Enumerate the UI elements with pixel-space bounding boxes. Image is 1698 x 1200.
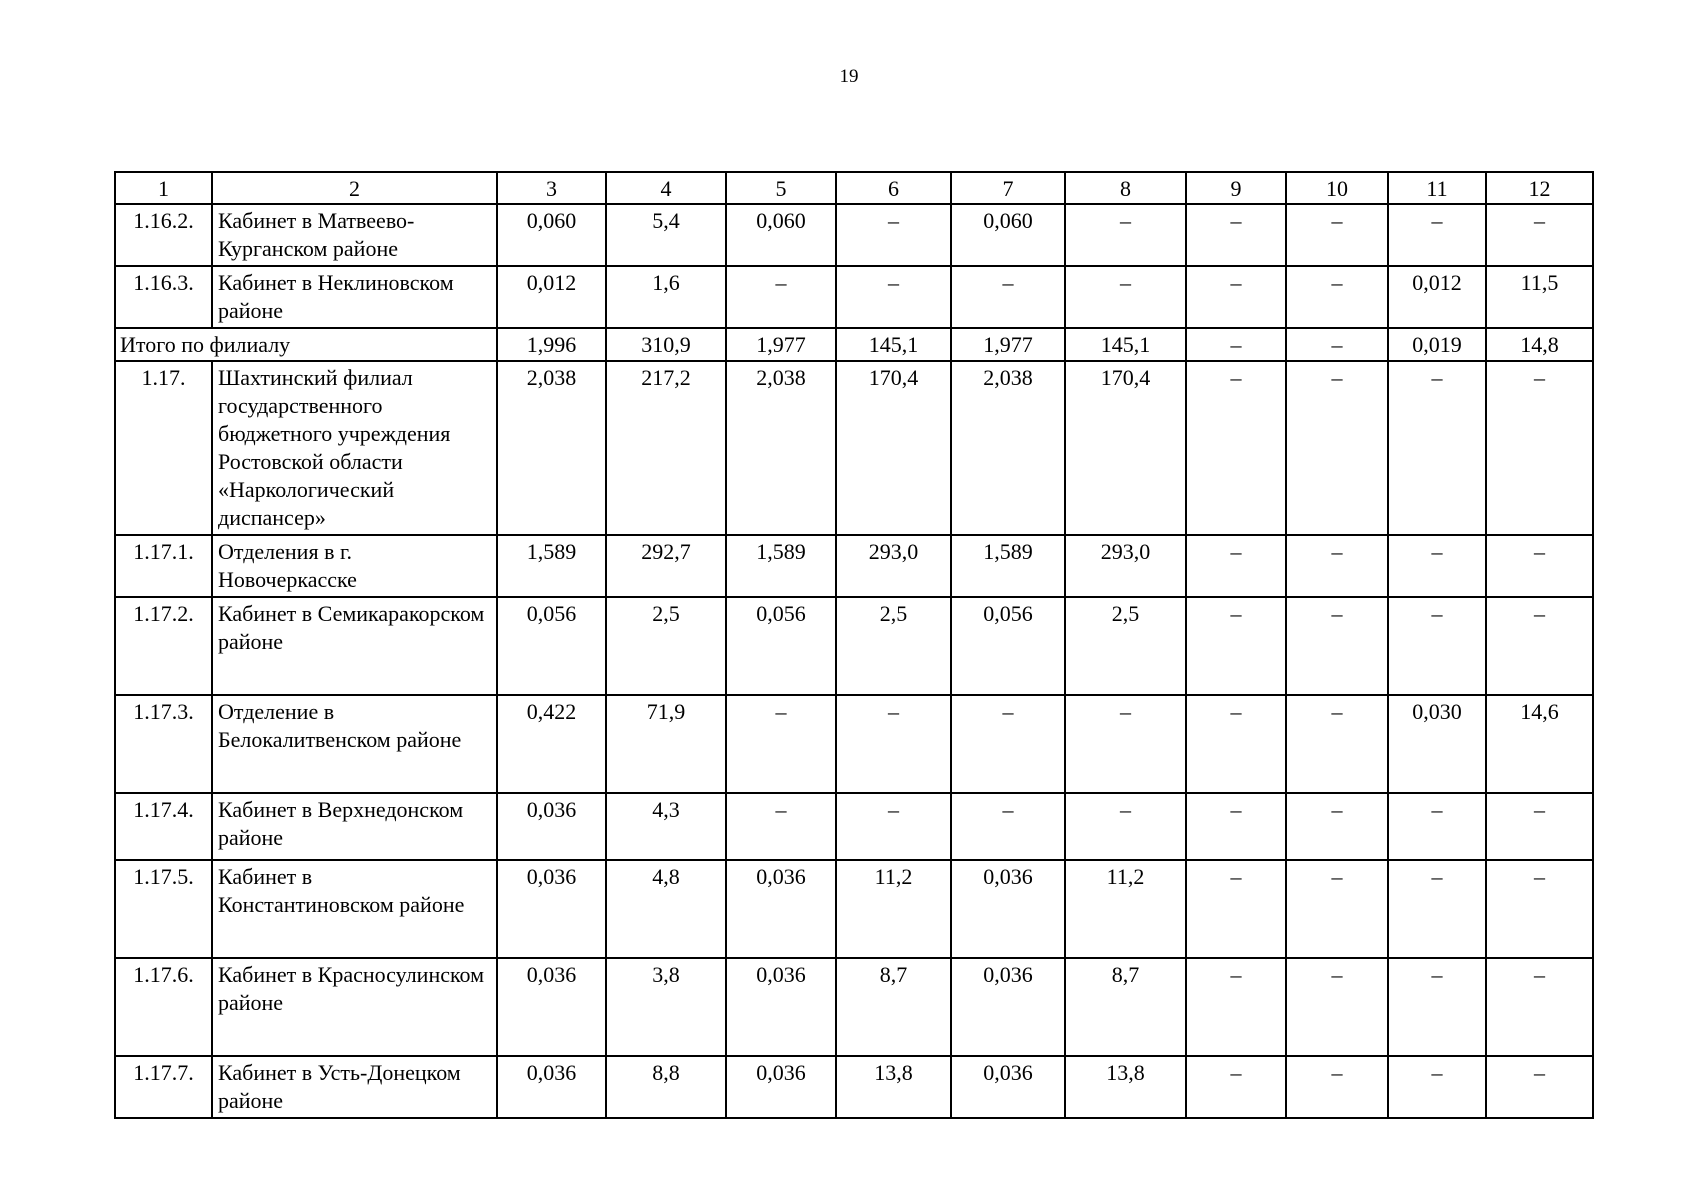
value-cell: 0,060 [497,204,606,266]
row-name: Кабинет в Неклиновском районе [212,266,497,328]
value-cell: 8,8 [606,1056,726,1118]
value-cell: – [1186,1056,1286,1118]
value-cell: – [1388,793,1486,860]
value-cell: – [1186,535,1286,597]
value-cell: 2,5 [836,597,951,695]
value-cell: – [1486,204,1593,266]
column-header: 3 [497,172,606,204]
value-cell: – [1286,328,1388,361]
value-cell: – [1286,597,1388,695]
table-row [115,1056,1593,1118]
value-cell: 1,996 [497,328,606,361]
value-cell: 1,977 [726,328,836,361]
value-cell: – [1486,597,1593,695]
value-cell: – [1065,204,1186,266]
value-cell: 13,8 [1065,1056,1186,1118]
column-header: 6 [836,172,951,204]
value-cell: 0,036 [497,1056,606,1118]
value-cell: – [1286,695,1388,793]
value-cell: 0,422 [497,695,606,793]
row-number: 1.17. [115,361,212,535]
value-cell: – [1186,958,1286,1056]
value-cell: 0,036 [497,860,606,958]
column-header: 1 [115,172,212,204]
value-cell: 11,2 [836,860,951,958]
table-body [115,172,1593,1118]
row-name: Кабинет в Верхнедонском районе [212,793,497,860]
value-cell: 14,8 [1486,328,1593,361]
value-cell: 0,036 [726,1056,836,1118]
value-cell: 2,038 [726,361,836,535]
value-cell: – [1286,266,1388,328]
row-number: 1.17.4. [115,793,212,860]
value-cell: – [1186,328,1286,361]
row-number: 1.17.2. [115,597,212,695]
value-cell: 293,0 [1065,535,1186,597]
value-cell: 1,589 [497,535,606,597]
table-row [115,958,1593,1056]
page-number: 19 [839,66,859,87]
value-cell: 0,019 [1388,328,1486,361]
value-cell: 310,9 [606,328,726,361]
row-name: Шахтинский филиал государственного бюджетного учреждения Ростовской области «Наркологический диспансер» [212,361,497,535]
value-cell: 0,036 [726,860,836,958]
row-number: 1.17.1. [115,535,212,597]
value-cell: 0,012 [1388,266,1486,328]
value-cell: 0,036 [726,958,836,1056]
row-number: 1.17.7. [115,1056,212,1118]
row-name: Отделение в Белокалитвенском районе [212,695,497,793]
value-cell: – [1388,958,1486,1056]
value-cell: – [1186,695,1286,793]
value-cell: 170,4 [1065,361,1186,535]
value-cell: – [1186,793,1286,860]
value-cell: – [726,793,836,860]
value-cell: 0,036 [497,958,606,1056]
table-row [115,535,1593,597]
row-number: 1.17.3. [115,695,212,793]
value-cell: – [836,204,951,266]
value-cell: – [1186,597,1286,695]
value-cell: 13,8 [836,1056,951,1118]
column-header: 4 [606,172,726,204]
value-cell: 145,1 [1065,328,1186,361]
value-cell: – [1065,695,1186,793]
value-cell: 2,038 [951,361,1065,535]
value-cell: 0,036 [497,793,606,860]
row-number: 1.17.5. [115,860,212,958]
column-header: 11 [1388,172,1486,204]
value-cell: 8,7 [1065,958,1186,1056]
value-cell: 217,2 [606,361,726,535]
column-header: 5 [726,172,836,204]
row-name: Кабинет в Семикаракорском районе [212,597,497,695]
table-row [115,793,1593,860]
table-row [115,860,1593,958]
table-row [115,597,1593,695]
value-cell: – [1286,1056,1388,1118]
value-cell: 0,036 [951,860,1065,958]
value-cell: 0,060 [726,204,836,266]
value-cell: – [1186,204,1286,266]
value-cell: – [836,695,951,793]
table-row [115,204,1593,266]
value-cell: – [1286,793,1388,860]
row-name: Отделения в г. Новочеркасске [212,535,497,597]
column-header: 7 [951,172,1065,204]
column-header: 2 [212,172,497,204]
row-number: 1.16.2. [115,204,212,266]
value-cell: – [1388,860,1486,958]
value-cell: 11,5 [1486,266,1593,328]
value-cell: – [951,695,1065,793]
value-cell: 2,5 [606,597,726,695]
value-cell: – [726,695,836,793]
value-cell: – [1286,361,1388,535]
value-cell: 1,6 [606,266,726,328]
value-cell: 1,589 [951,535,1065,597]
header-row [115,172,1593,204]
value-cell: – [1486,793,1593,860]
column-header: 10 [1286,172,1388,204]
value-cell: – [1286,958,1388,1056]
row-number: 1.17.6. [115,958,212,1056]
column-header: 8 [1065,172,1186,204]
value-cell: 293,0 [836,535,951,597]
table-row [115,695,1593,793]
value-cell: 8,7 [836,958,951,1056]
value-cell: 1,589 [726,535,836,597]
value-cell: – [1486,1056,1593,1118]
value-cell: 0,012 [497,266,606,328]
value-cell: – [1286,860,1388,958]
row-name: Кабинет в Усть-Донецком районе [212,1056,497,1118]
value-cell: – [1486,860,1593,958]
value-cell: 1,977 [951,328,1065,361]
value-cell: 2,038 [497,361,606,535]
total-row [115,328,1593,361]
value-cell: 0,056 [497,597,606,695]
value-cell: – [1065,793,1186,860]
value-cell: – [1388,361,1486,535]
value-cell: – [1388,204,1486,266]
value-cell: 0,056 [951,597,1065,695]
value-cell: – [951,793,1065,860]
value-cell: – [1286,535,1388,597]
value-cell: – [1286,204,1388,266]
value-cell: 0,056 [726,597,836,695]
value-cell: 0,036 [951,1056,1065,1118]
value-cell: 0,060 [951,204,1065,266]
value-cell: 14,6 [1486,695,1593,793]
table-row [115,266,1593,328]
value-cell: 0,030 [1388,695,1486,793]
value-cell: 11,2 [1065,860,1186,958]
data-table [114,171,1594,1119]
value-cell: – [1388,597,1486,695]
value-cell: 2,5 [1065,597,1186,695]
value-cell: – [1388,535,1486,597]
value-cell: – [1186,860,1286,958]
value-cell: – [1388,1056,1486,1118]
column-header: 9 [1186,172,1286,204]
row-name: Кабинет в Матвеево-Курганском районе [212,204,497,266]
value-cell: – [1486,361,1593,535]
value-cell: 170,4 [836,361,951,535]
value-cell: – [1186,361,1286,535]
value-cell: 4,8 [606,860,726,958]
value-cell: 292,7 [606,535,726,597]
value-cell: – [836,266,951,328]
total-label: Итого по филиалу [115,328,497,361]
value-cell: – [836,793,951,860]
value-cell: – [1486,535,1593,597]
column-header: 12 [1486,172,1593,204]
row-number: 1.16.3. [115,266,212,328]
value-cell: – [1486,958,1593,1056]
value-cell: – [951,266,1065,328]
value-cell: – [1065,266,1186,328]
row-name: Кабинет в Красносулинском районе [212,958,497,1056]
value-cell: 4,3 [606,793,726,860]
value-cell: 145,1 [836,328,951,361]
table-row [115,361,1593,535]
value-cell: 3,8 [606,958,726,1056]
value-cell: – [1186,266,1286,328]
value-cell: – [726,266,836,328]
value-cell: 0,036 [951,958,1065,1056]
value-cell: 71,9 [606,695,726,793]
value-cell: 5,4 [606,204,726,266]
row-name: Кабинет в Константиновском районе [212,860,497,958]
